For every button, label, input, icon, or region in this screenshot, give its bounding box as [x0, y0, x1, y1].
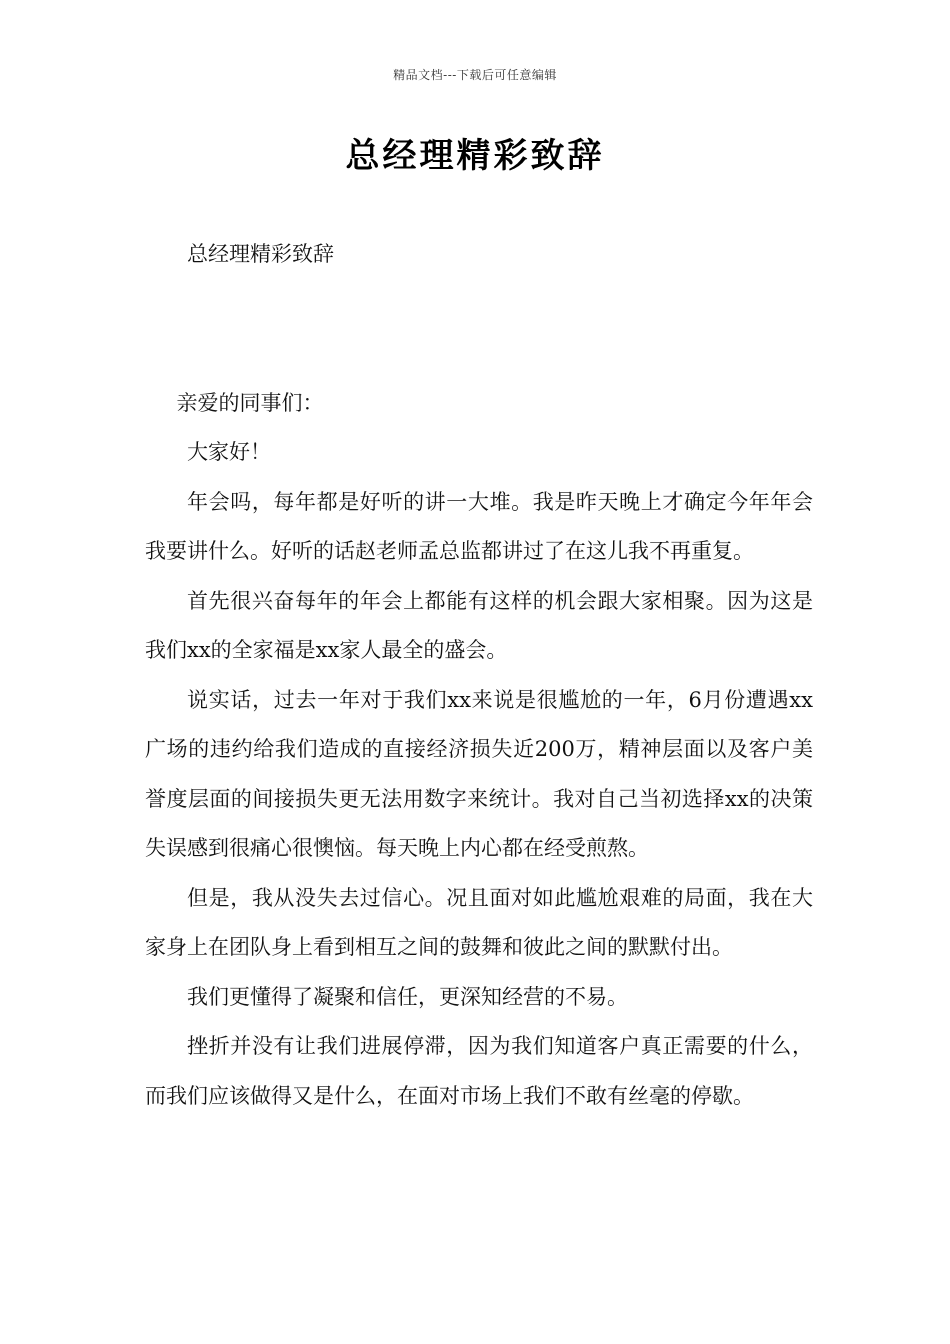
document-subtitle: 总经理精彩致辞	[187, 242, 334, 266]
document-title: 总经理精彩致辞	[345, 136, 605, 176]
body-paragraph: 挫折并没有让我们进展停滞，因为我们知道客户真正需要的什么，而我们应该做得又是什么，在面对市场上我们不敢有丝毫的停歇。	[145, 1034, 813, 1108]
body-paragraph: 但是，我从没失去过信心。况且面对如此尴尬艰难的局面，我在大家身上在团队身上看到相互之间的鼓舞和彼此之间的默默付出。	[145, 885, 813, 959]
body-paragraph: 首先很兴奋每年的年会上都能有这样的机会跟大家相聚。因为这是我们xx的全家福是xx家人最全的盛会。	[145, 588, 813, 662]
document-body	[145, 230, 813, 1121]
salutation: 亲爱的同事们：	[176, 390, 324, 415]
body-paragraph: 说实话，过去一年对于我们xx来说是很尴尬的一年，6月份遭遇xx广场的违约给我们造成的直接经济损失近200万，精神层面以及客户美誉度层面的间接损失更无法用数字来统计。我对自己当初选择xx的决策失误感到很痛心很懊恼。每天晚上内心都在经受煎熬。	[145, 687, 813, 860]
greeting: 大家好！	[187, 440, 271, 464]
body-paragraph: 我们更懂得了凝聚和信任，更深知经营的不易。	[187, 984, 628, 1009]
body-paragraph: 年会吗，每年都是好听的讲一大堆。我是昨天晚上才确定今年年会我要讲什么。好听的话赵老师孟总监都讲过了在这儿我不再重复。	[145, 489, 813, 563]
header-note: 精品文档---下载后可任意编辑	[393, 68, 557, 82]
